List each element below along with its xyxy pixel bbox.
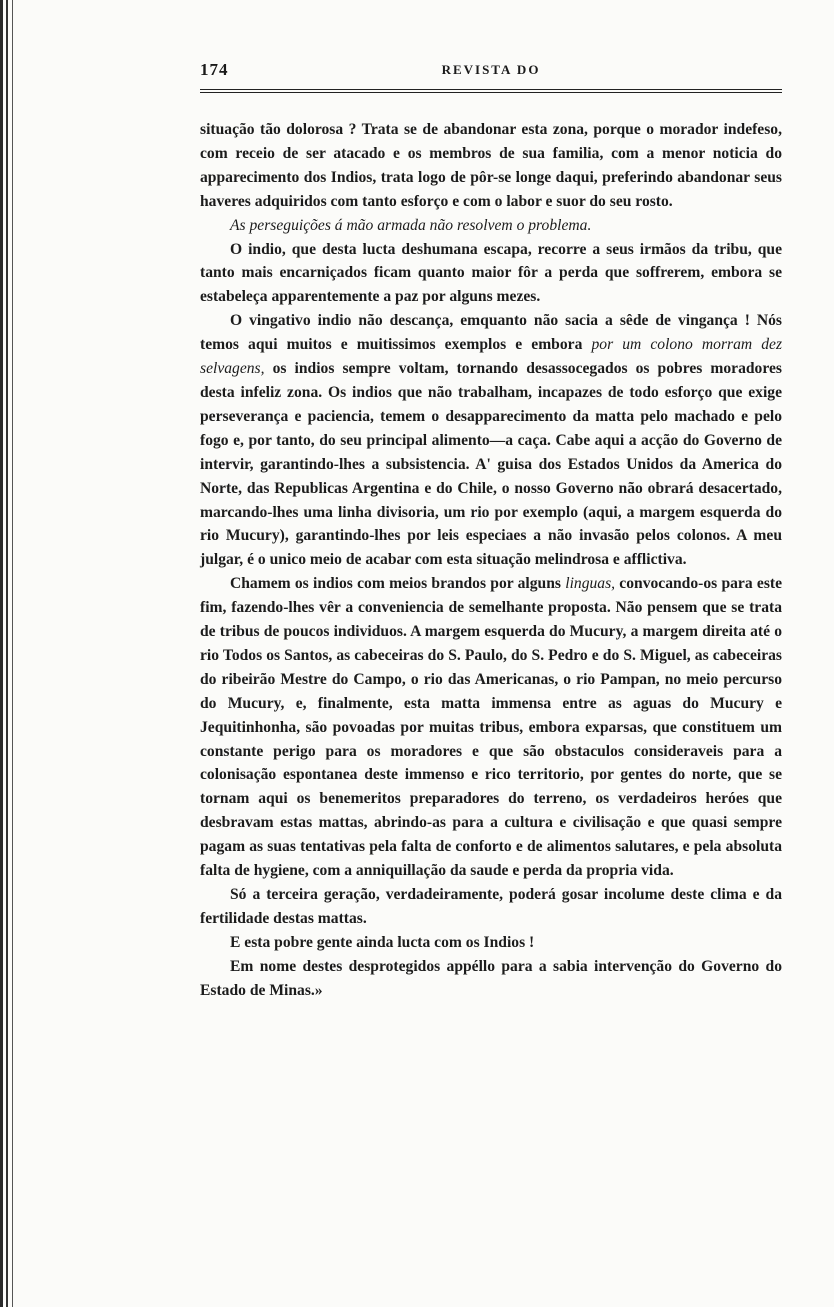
paragraph-2-italic: As perseguições á mão armada não resolvem o problema. <box>230 216 592 234</box>
paragraph-8: Em nome destes desprotegidos appéllo para a sabia intervenção do Governo do Estado de Minas.» <box>200 957 782 999</box>
paragraph-6: Só a terceira geração, verdadeiramente, poderá gosar incolume deste clima e da fertilidade destas mattas. <box>200 886 782 927</box>
paragraph-5 <box>200 572 782 883</box>
paragraph-7: E esta pobre gente ainda lucta com os Indios ! <box>230 933 535 951</box>
book-binding-edge <box>0 0 22 1307</box>
paragraph-1: situação tão dolorosa ? Trata se de abandonar esta zona, porque o morador indefeso, com receio de ser atacado e os membros de sua familia, com a menor noticia do apparecimento dos Indios, trata logo de pôr-se longe daqui, preferindo abandonar seus haveres adquiridos com tanto esforço e com o labor e suor do seu rosto. <box>200 121 782 210</box>
paragraph-5-end: convocando-os para este fim, fazendo-lhes vêr a conveniencia de semelhante proposta. Não pensem que se trata de tribus de poucos individuos. A margem esquerda do Mucury, a margem direita até o rio Todos os Santos, as cabeceiras do S. Paulo, do S. Pedro e do S. Miguel, as cabeceiras do ribeirão Mestre do Campo, o rio das Americanas, o rio Pampan, no meio percurso do Mucury, e, finalmente, esta matta immensa entre as aguas do Mucury e Jequitinhonha, são povoadas por muitas tribus, embora exparsas, que constituem um constante perigo para os moradores e que são obstaculos consideraveis para a colonisação espontanea deste immenso e rico territorio, por gentes do norte, que se tornam aqui os benemeritos preparadores do terreno, os verdadeiros heróes que desbravam estas mattas, abrindo-as para a cultura e civilisação e que quasi sempre pagam as suas tentativas pela falta de conforto e de alimentos salutares, e pela absoluta falta de hygiene, com a anniquillação da saude e perda da propria vida. <box>200 575 783 880</box>
paragraph-4-end: os indios sempre voltam, tornando desassocegados os pobres moradores desta infeliz zona. Os indios que não trabalham, incapazes de todo esforço que exige perseverança e paciencia, temem o desapparecimento da matta pelo machado e pelo fogo e, por tanto, do seu principal alimento—a caça. Cabe aqui a acção do Governo de intervir, garantindo-lhes a subsistencia. A' guisa dos Estados Unidos da America do Norte, das Republicas Argentina e do Chile, o nosso Governo não obrará desacertado, marcando-lhes uma linha divisoria, um rio por exemplo (aqui, a margem esquerda do rio Mucury), garantindo-lhes por leis especiaes a não invasão pelos colonos. A meu julgar, é o unico meio de acabar com esta situação melindrosa e afflictiva. <box>200 360 782 569</box>
page-header <box>200 60 782 90</box>
paragraph-5-start: Chamem os indios com meios brandos por alguns <box>230 575 566 593</box>
page-number: 174 <box>200 60 229 79</box>
paragraph-4 <box>200 309 782 572</box>
page-body <box>200 118 782 1003</box>
paragraph-5-italic: linguas, <box>565 575 616 593</box>
paragraph-3: O indio, que desta lucta deshumana escapa, recorre a seus irmãos da tribu, que tanto mais encarniçados ficam quanto maior fôr a perda que soffrerem, embora se estabeleça apparentemente a paz por alguns mezes. <box>200 240 782 306</box>
header-rule <box>200 89 782 93</box>
running-head: REVISTA DO <box>441 62 541 77</box>
paragraph-4-italic: por um colono morram dez selvagens, <box>200 336 783 378</box>
paragraph-4-start: O vingativo indio não descança, emquanto não sacia a sêde de vingança ! Nós temos aqui muitos e muitissimos exemplos e embora <box>200 312 782 354</box>
